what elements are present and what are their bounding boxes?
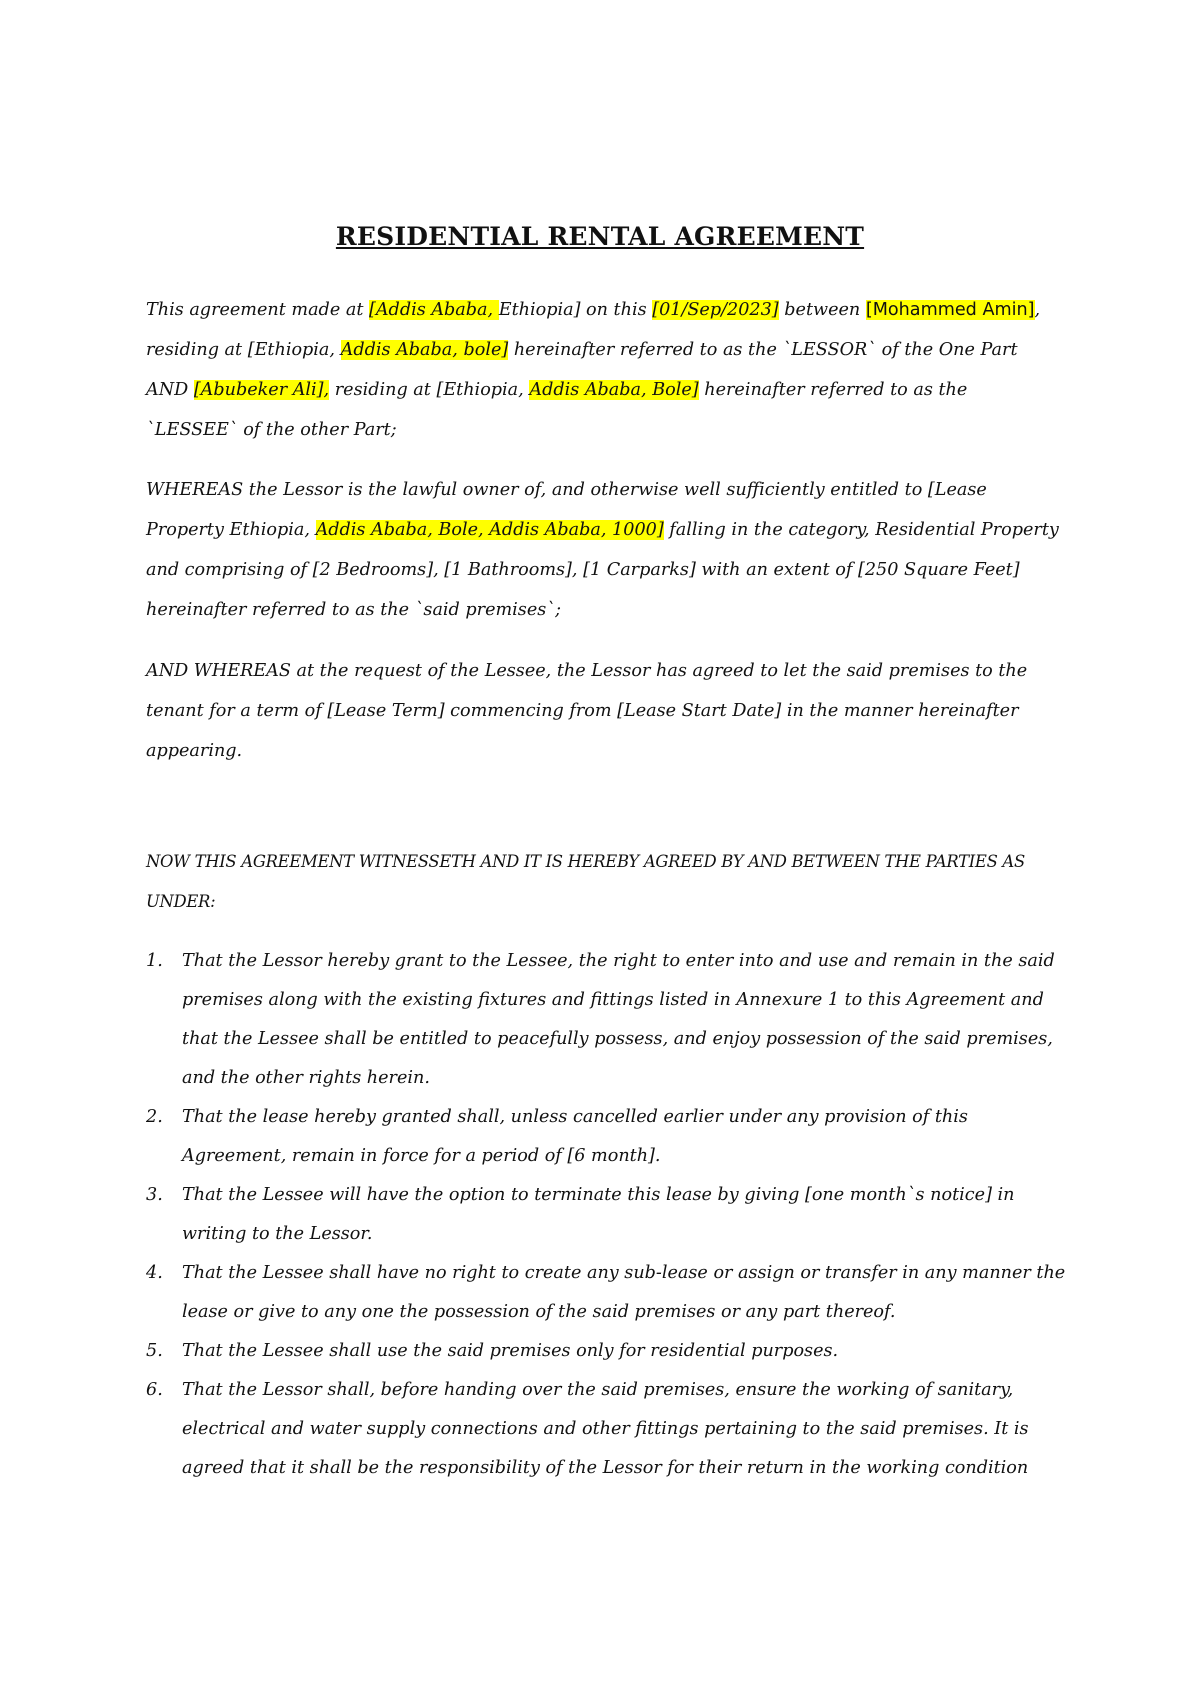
witnesseth-heading: NOW THIS AGREEMENT WITNESSETH AND IT IS HEREBY AGREED BY AND BETWEEN THE PARTIES AS UNDER: bbox=[146, 852, 1025, 911]
clause-text: That the Lessee shall have no right to create any sub-lease or assign or transfer in any manner the lease or give to any one the possession of the said premises or any part thereof. bbox=[182, 1263, 1066, 1322]
list-item bbox=[146, 1176, 1066, 1254]
list-item bbox=[146, 1254, 1066, 1332]
clause-text: That the Lessor shall, before handing over the said premises, ensure the working of sanitary, electrical and water supply connections and other fittings pertaining to the said premises. It is agreed that it shall be the responsibility of the Lessor for their return in the working condition bbox=[182, 1380, 1029, 1478]
clause-number: 3. bbox=[146, 1185, 163, 1205]
list-item bbox=[146, 1371, 1066, 1488]
intro-text-3: between bbox=[778, 300, 866, 320]
clause-number: 5. bbox=[146, 1341, 163, 1361]
clause-number: 6. bbox=[146, 1380, 163, 1400]
highlight-lessee-address: Addis Ababa, Bole] bbox=[529, 380, 699, 400]
intro-text-2: Ethiopia] on this bbox=[498, 300, 653, 320]
highlight-location: [Addis Ababa, bbox=[368, 300, 499, 320]
list-item bbox=[146, 942, 1066, 1098]
clause-text: That the Lessor hereby grant to the Lessee, the right to enter into and use and remain in the said premises along with the existing fixtures and fittings listed in Annexure 1 to this Agreement and that the Lessee shall be entitled to peacefully possess, and enjoy possession of the said premises, and the other rights herein. bbox=[182, 951, 1055, 1088]
intro-text-5: hereinafter referred to as the `LESSOR` of the One Part AND bbox=[146, 340, 1018, 400]
intro-text-4: , residing at [Ethiopia, bbox=[146, 300, 1041, 360]
intro-text-1: This agreement made at bbox=[146, 300, 369, 320]
whereas-text-1: WHEREAS the Lessor is the lawful owner of, and otherwise well sufficiently entitled to [Lease Property Ethiopia, bbox=[146, 480, 987, 540]
clauses-list bbox=[146, 942, 1066, 1488]
list-item bbox=[146, 1098, 1066, 1176]
intro-paragraph bbox=[146, 290, 1062, 450]
list-item bbox=[146, 1332, 1066, 1371]
clause-text: That the Lessee will have the option to terminate this lease by giving [one month`s notice] in writing to the Lessor. bbox=[182, 1185, 1015, 1244]
clause-text: That the lease hereby granted shall, unless cancelled earlier under any provision of this Agreement, remain in force for a period of [6 month]. bbox=[182, 1107, 968, 1166]
highlight-property-address: Addis Ababa, Bole, Addis Ababa, 1000] bbox=[315, 520, 664, 540]
highlight-lessor-address: Addis Ababa, bole] bbox=[340, 340, 509, 360]
clause-number: 2. bbox=[146, 1107, 163, 1127]
clause-number: 4. bbox=[146, 1263, 163, 1283]
and-whereas-paragraph: AND WHEREAS at the request of the Lessee, the Lessor has agreed to let the said premises to the tenant for a term of [Lease Term] commencing from [Lease Start Date] in the manner hereinafter appearing. bbox=[146, 661, 1028, 761]
highlight-lessor-name: [Mohammed Amin] bbox=[865, 300, 1035, 320]
intro-text-7: hereinafter referred to as the `LESSEE` of the other Part; bbox=[146, 380, 968, 440]
whereas-paragraph bbox=[146, 470, 1062, 630]
highlight-lessee-name: [Abubeker Ali], bbox=[193, 380, 330, 400]
clause-number: 1. bbox=[146, 951, 163, 971]
clause-text: That the Lessee shall use the said premises only for residential purposes. bbox=[182, 1341, 839, 1361]
intro-text-6: residing at [Ethiopia, bbox=[329, 380, 530, 400]
highlight-date: [01/Sep/2023] bbox=[652, 300, 779, 320]
document-title: RESIDENTIAL RENTAL AGREEMENT bbox=[335, 222, 865, 251]
whereas-text-2: falling in the category, Residential Property and comprising of [2 Bedrooms], [1 Bathrooms], [1 Carparks] with an extent of [250 Square Feet] hereinafter referred to as the `said premises`; bbox=[146, 520, 1059, 620]
